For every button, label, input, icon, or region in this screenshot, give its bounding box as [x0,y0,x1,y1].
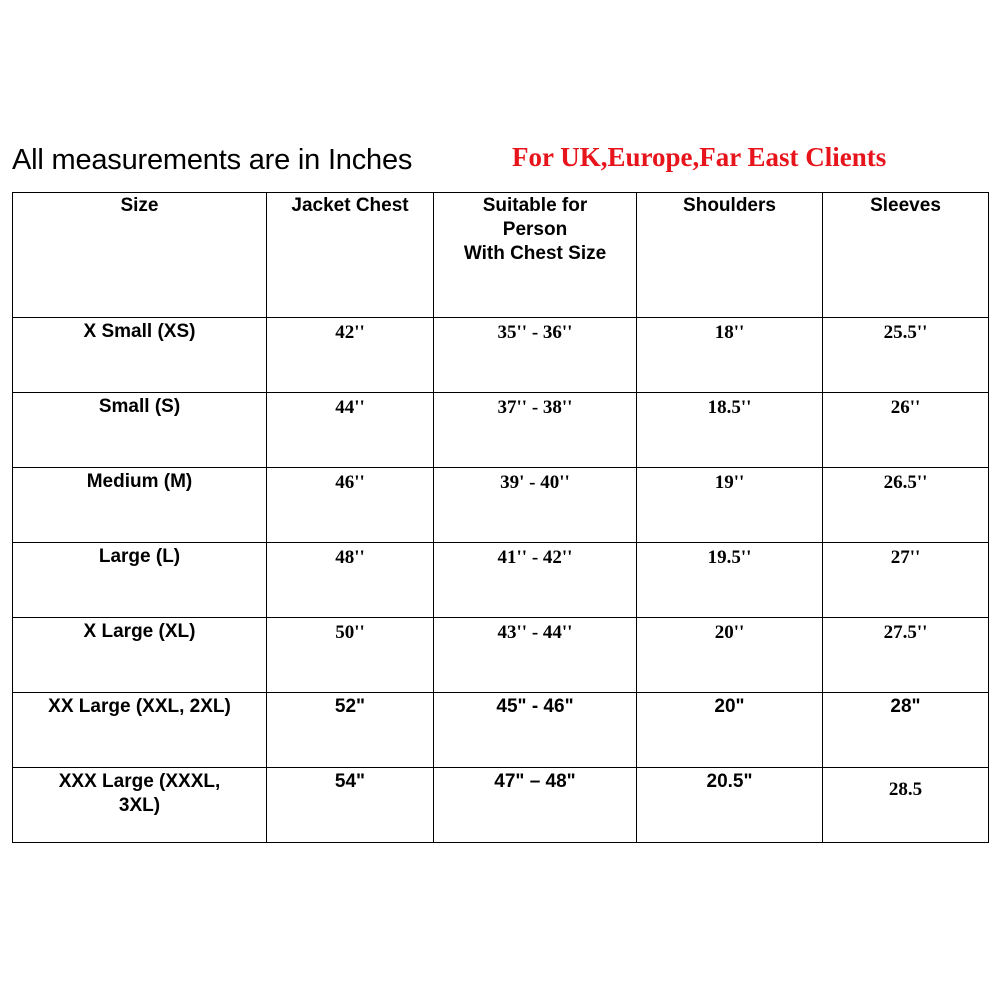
suitable-chest-cell: 47" – 48" [434,768,637,843]
size-cell: XX Large (XXL, 2XL) [13,693,267,768]
title-row [12,140,992,190]
table-row [13,468,989,543]
jacket-chest-cell: 46'' [267,468,434,543]
suitable-chest-cell: 39' - 40'' [434,468,637,543]
size-cell: X Small (XS) [13,318,267,393]
sleeves-cell: 25.5'' [823,318,989,393]
jacket-chest-cell: 44'' [267,393,434,468]
header-row [13,193,989,318]
header-suitable-chest: Suitable for Person With Chest Size [434,193,637,318]
sleeves-cell: 27.5'' [823,618,989,693]
header-size: Size [13,193,267,318]
size-chart-table [12,192,989,843]
sleeves-cell: 26.5'' [823,468,989,543]
sleeves-cell: 26'' [823,393,989,468]
suitable-chest-cell: 37'' - 38'' [434,393,637,468]
page-title: All measurements are in Inches [12,144,413,176]
sleeves-cell: 27'' [823,543,989,618]
size-cell: Large (L) [13,543,267,618]
suitable-chest-cell: 45" - 46" [434,693,637,768]
jacket-chest-cell: 54" [267,768,434,843]
jacket-chest-cell: 50'' [267,618,434,693]
suitable-chest-cell: 41'' - 42'' [434,543,637,618]
region-subtitle: For UK,Europe,Far East Clients [512,142,887,172]
header-shoulders: Shoulders [637,193,823,318]
sleeves-cell: 28.5 [823,768,989,843]
table-row [13,768,989,843]
jacket-chest-cell: 52" [267,693,434,768]
shoulders-cell: 20" [637,693,823,768]
header-sleeves: Sleeves [823,193,989,318]
jacket-chest-cell: 42'' [267,318,434,393]
jacket-chest-cell: 48'' [267,543,434,618]
table-row [13,393,989,468]
suitable-chest-cell: 35'' - 36'' [434,318,637,393]
shoulders-cell: 19.5'' [637,543,823,618]
table-row [13,543,989,618]
header-jacket-chest: Jacket Chest [267,193,434,318]
table-row [13,618,989,693]
suitable-chest-cell: 43'' - 44'' [434,618,637,693]
size-cell: Small (S) [13,393,267,468]
shoulders-cell: 18.5'' [637,393,823,468]
table-row [13,693,989,768]
size-cell: Medium (M) [13,468,267,543]
table-row [13,318,989,393]
sleeves-cell: 28" [823,693,989,768]
size-cell: X Large (XL) [13,618,267,693]
shoulders-cell: 20.5" [637,768,823,843]
shoulders-cell: 19'' [637,468,823,543]
shoulders-cell: 20'' [637,618,823,693]
size-cell: XXX Large (XXXL, 3XL) [13,768,267,843]
shoulders-cell: 18'' [637,318,823,393]
